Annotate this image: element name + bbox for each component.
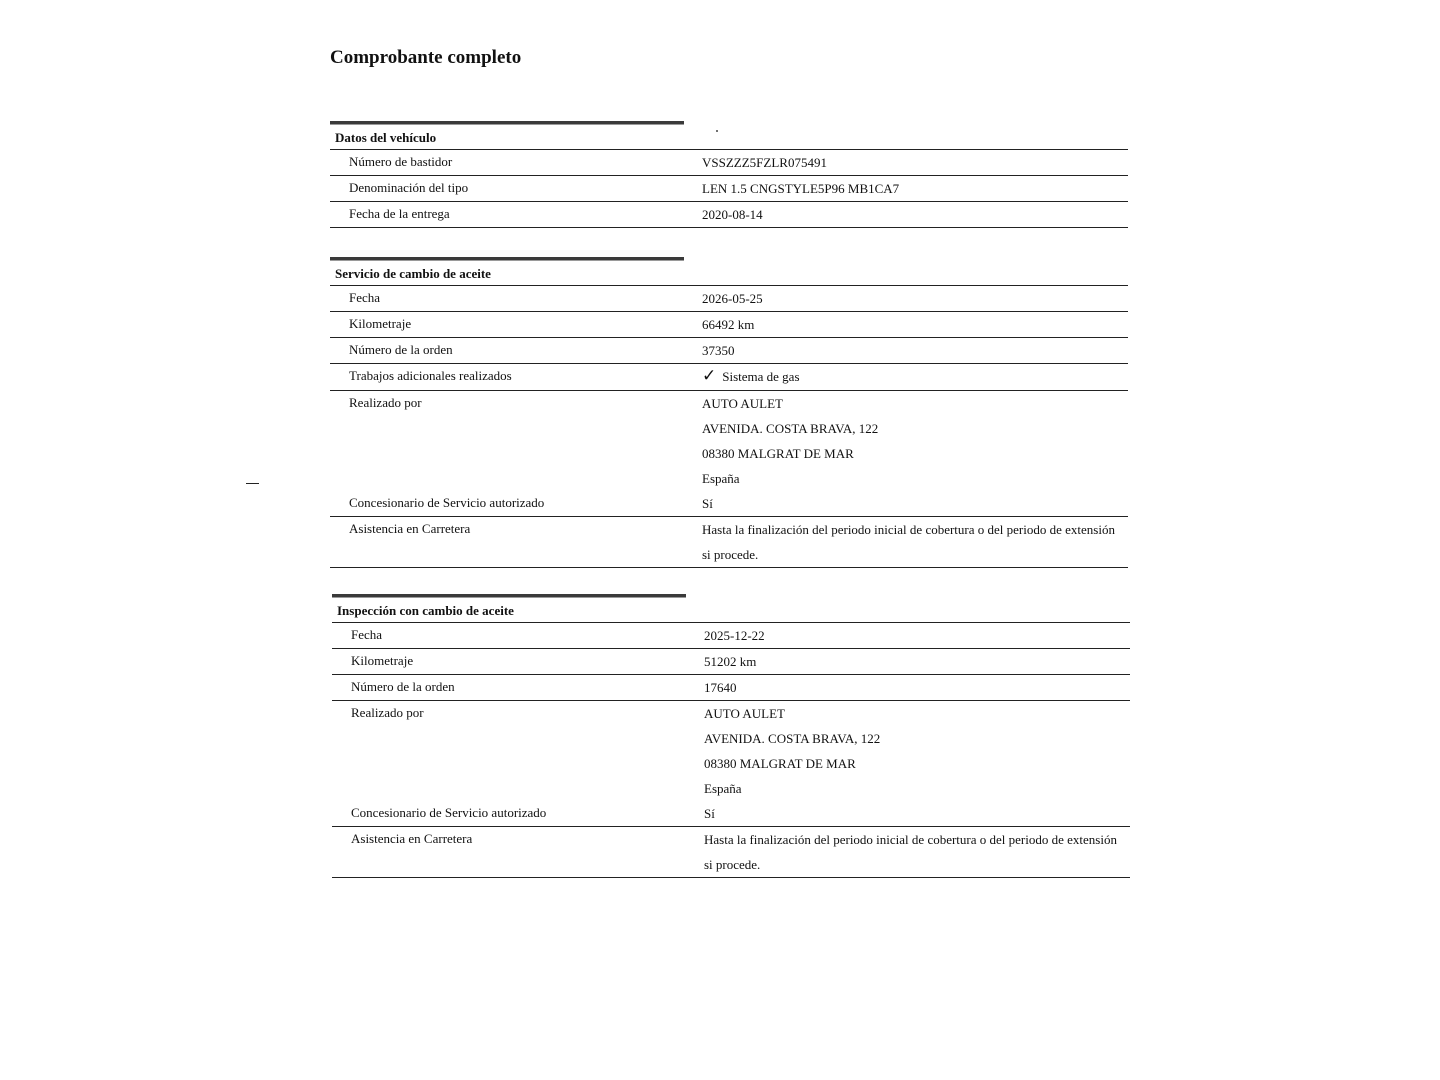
table-row [330, 391, 1128, 491]
assistance-line: si procede. [702, 547, 759, 562]
field-label: Fecha [351, 627, 383, 642]
margin-dash [246, 483, 259, 484]
field-label: Concesionario de Servicio autorizado [351, 805, 547, 820]
address-line: España [702, 471, 740, 486]
field-label: Realizado por [349, 395, 422, 410]
field-label: Asistencia en Carretera [349, 521, 471, 536]
additional-work-text: Sistema de gas [722, 369, 800, 384]
field-value [702, 312, 1128, 337]
delivery-date-value: 2020-08-14 [702, 207, 763, 222]
field-label: Fecha de la entrega [349, 206, 450, 221]
address-line: AVENIDA. COSTA BRAVA, 122 [702, 421, 879, 436]
table-row [330, 202, 1128, 228]
table-row [332, 827, 1130, 878]
address-line: España [704, 781, 742, 796]
table-row [330, 176, 1128, 202]
section-title: Servicio de cambio de aceite [330, 261, 1128, 286]
roadside-assistance-value [704, 827, 1130, 877]
address-line: 08380 MALGRAT DE MAR [704, 756, 856, 771]
inspection-section [332, 594, 1130, 878]
section-title: Datos del vehículo [330, 125, 1128, 150]
field-label: Kilometraje [351, 653, 414, 668]
address-line: AUTO AULET [702, 396, 784, 411]
table-row [330, 338, 1128, 364]
oil-change-section [330, 257, 1128, 568]
table-row [332, 649, 1130, 675]
address-line: 08380 MALGRAT DE MAR [702, 446, 854, 461]
mileage-value: 66492 km [702, 317, 755, 332]
field-label: Número de la orden [351, 679, 455, 694]
assistance-line: Hasta la finalización del periodo inicial de cobertura o del periodo de extensión [704, 832, 1117, 847]
mileage-value: 51202 km [704, 654, 757, 669]
field-label: Fecha [349, 290, 381, 305]
workshop-address [702, 391, 1128, 491]
address-line: AUTO AULET [704, 706, 786, 721]
authorized-dealer-value: Sí [704, 806, 715, 821]
vehicle-section [330, 121, 1128, 228]
field-value [704, 623, 1130, 648]
assistance-line: Hasta la finalización del periodo inicial de cobertura o del periodo de extensión [702, 522, 1115, 537]
field-label: Denominación del tipo [349, 180, 469, 195]
vin-value: VSSZZZ5FZLR075491 [702, 155, 827, 170]
field-value [704, 801, 1130, 826]
authorized-dealer-value: Sí [702, 496, 713, 511]
field-value [702, 202, 1128, 227]
table-row [332, 701, 1130, 801]
field-label: Kilometraje [349, 316, 412, 331]
workshop-address [704, 701, 1130, 801]
field-value [702, 286, 1128, 311]
address-line: AVENIDA. COSTA BRAVA, 122 [704, 731, 881, 746]
table-row [330, 286, 1128, 312]
field-value [702, 338, 1128, 363]
field-value [704, 675, 1130, 700]
table-row [330, 517, 1128, 568]
table-row [332, 623, 1130, 649]
order-number-value: 17640 [704, 680, 737, 695]
field-value [702, 491, 1128, 516]
date-value: 2025-12-22 [704, 628, 765, 643]
table-row [332, 675, 1130, 701]
field-label: Concesionario de Servicio autorizado [349, 495, 545, 510]
page-title: Comprobante completo [330, 47, 522, 68]
field-value [702, 176, 1128, 201]
additional-work-value [702, 364, 1128, 389]
field-value [702, 364, 1128, 390]
field-value [704, 649, 1130, 674]
roadside-assistance-value [702, 517, 1128, 567]
table-row [330, 491, 1128, 517]
field-label: Realizado por [351, 705, 424, 720]
type-value: LEN 1.5 CNGSTYLE5P96 MB1CA7 [702, 181, 900, 196]
order-number-value: 37350 [702, 343, 735, 358]
assistance-line: si procede. [704, 857, 761, 872]
table-row [330, 364, 1128, 391]
checkmark-icon: ✓ [702, 366, 717, 386]
field-label: Asistencia en Carretera [351, 831, 473, 846]
table-row [332, 801, 1130, 827]
section-title: Inspección con cambio de aceite [332, 598, 1130, 623]
field-label: Número de bastidor [349, 154, 453, 169]
field-value [702, 150, 1128, 175]
table-row [330, 312, 1128, 338]
table-row [330, 150, 1128, 176]
field-label: Trabajos adicionales realizados [349, 368, 512, 383]
field-label: Número de la orden [349, 342, 453, 357]
date-value: 2026-05-25 [702, 291, 763, 306]
